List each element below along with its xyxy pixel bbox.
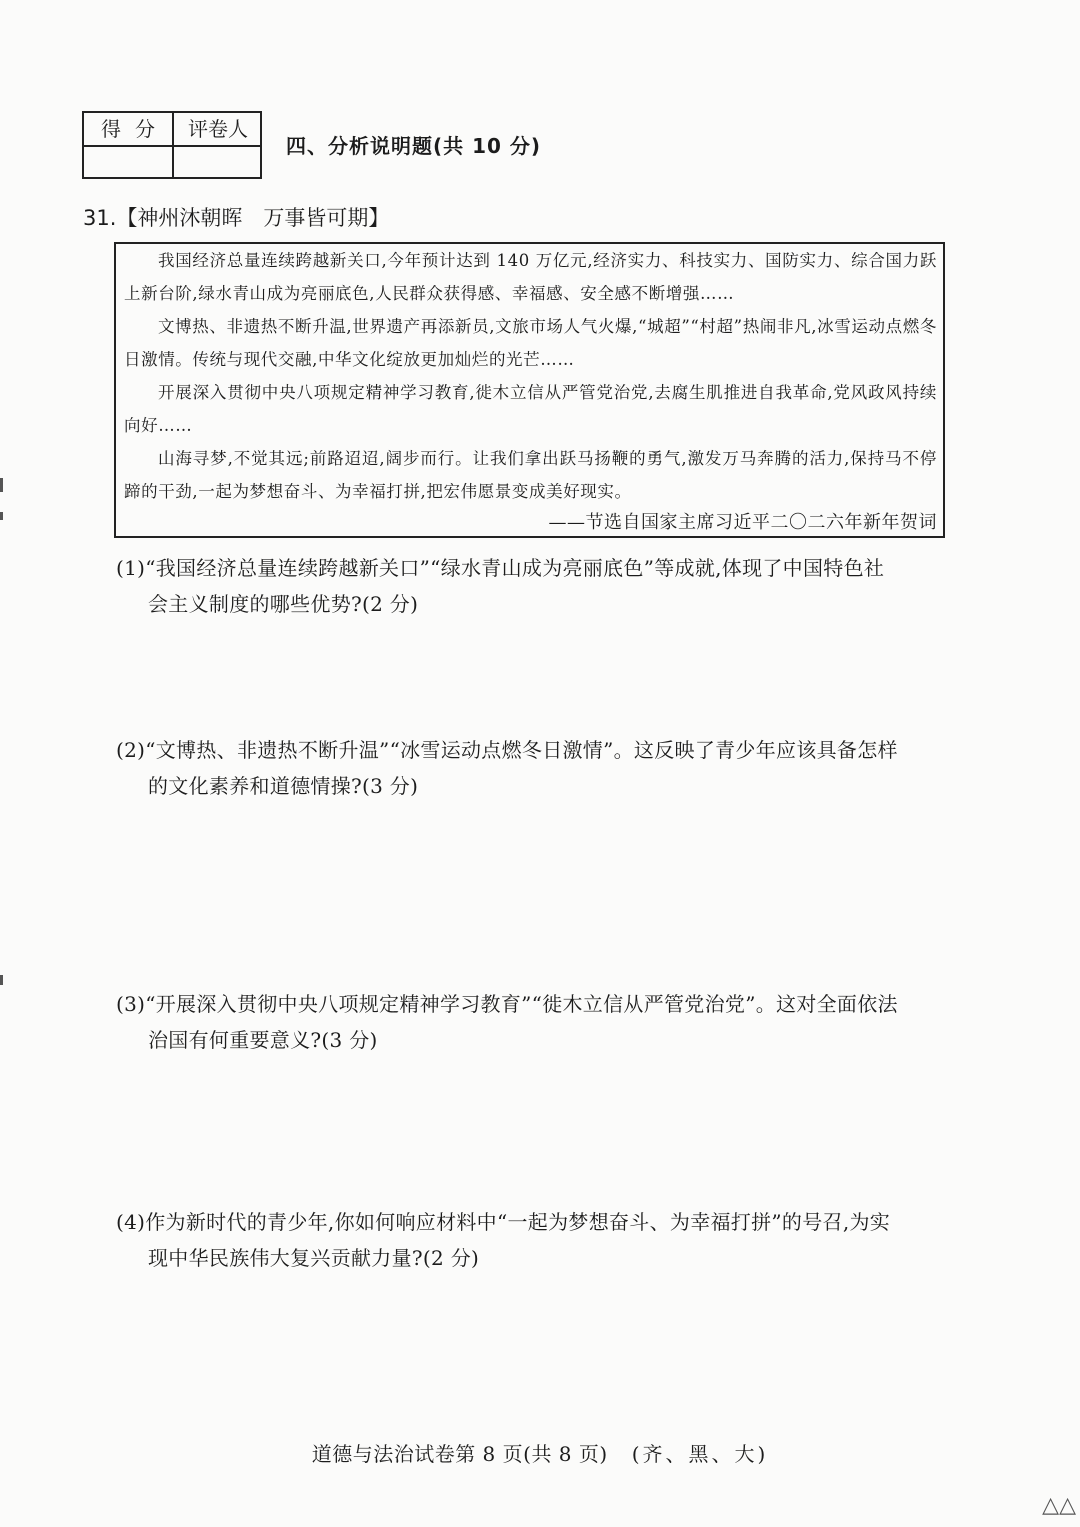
footer-school: (齐、黑、大): [631, 1442, 769, 1466]
material-paragraph: 文博热、非遗热不断升温,世界遗产再添新员,文旅市场人气火爆,“城超”“村超”热闹非凡,冰雪运动点燃冬日激情。传统与现代交融,中华文化绽放更加灿烂的光芒……: [124, 317, 937, 369]
question-title: 【神州沐朝晖 万事皆可期】: [116, 206, 390, 230]
binding-edge-mark: [0, 478, 3, 492]
material-box: [114, 242, 945, 538]
sub-question-line: 治国有何重要意义?(3 分): [148, 1028, 378, 1052]
sub-question-line: 现中华民族伟大复兴贡献力量?(2 分): [148, 1246, 480, 1270]
material-source: ——节选自国家主席习近平二〇二六年新年贺词: [548, 512, 937, 533]
sub-question-line: (3)“开展深入贯彻中央八项规定精神学习教育”“徙木立信从严管党治党”。这对全面依法: [116, 992, 898, 1016]
corner-mark: △△: [1042, 1493, 1076, 1518]
sub-question-line: 的文化素养和道德情操?(3 分): [148, 774, 419, 798]
material-paragraph: 开展深入贯彻中央八项规定精神学习教育,徙木立信从严管党治党,去腐生肌推进自我革命,党风政风持续向好……: [124, 383, 937, 435]
sub-question-3: [116, 986, 986, 1058]
material-paragraph: 我国经济总量连续跨越新关口,今年预计达到 140 万亿元,经济实力、科技实力、国防实力、综合国力跃上新台阶,绿水青山成为亮丽底色,人民群众获得感、幸福感、安全感不断增强……: [124, 251, 937, 303]
sub-question-4: [116, 1204, 986, 1276]
sub-question-1: [116, 550, 986, 622]
sub-question-2: [116, 732, 986, 804]
question-number: 31.: [83, 206, 117, 230]
sub-question-line: 会主义制度的哪些优势?(2 分): [148, 592, 419, 616]
binding-edge-mark: [0, 975, 3, 985]
table-divider-horizontal: [84, 145, 260, 147]
binding-edge-mark: [0, 512, 3, 520]
grader-header: 评卷人: [188, 117, 248, 141]
sub-question-line: (2)“文博热、非遗热不断升温”“冰雪运动点燃冬日激情”。这反映了青少年应该具备怎样: [116, 738, 898, 762]
score-header: 得分: [101, 117, 169, 141]
section-title: 四、分析说明题(共 10 分): [286, 134, 542, 158]
score-table: [82, 111, 262, 179]
sub-question-line: (1)“我国经济总量连续跨越新关口”“绿水青山成为亮丽底色”等成就,体现了中国特色社: [116, 556, 885, 580]
footer-page-info: 道德与法治试卷第 8 页(共 8 页): [311, 1442, 608, 1466]
sub-question-line: (4)作为新时代的青少年,你如何响应材料中“一起为梦想奋斗、为幸福打拼”的号召,为实: [116, 1210, 891, 1234]
page-footer: [0, 1438, 1080, 1467]
question-heading: [83, 202, 389, 232]
material-paragraph: 山海寻梦,不觉其远;前路迢迢,阔步而行。让我们拿出跃马扬鞭的勇气,激发万马奔腾的活力,保持马不停蹄的干劲,一起为梦想奋斗、为幸福打拼,把宏伟愿景变成美好现实。: [124, 449, 937, 501]
